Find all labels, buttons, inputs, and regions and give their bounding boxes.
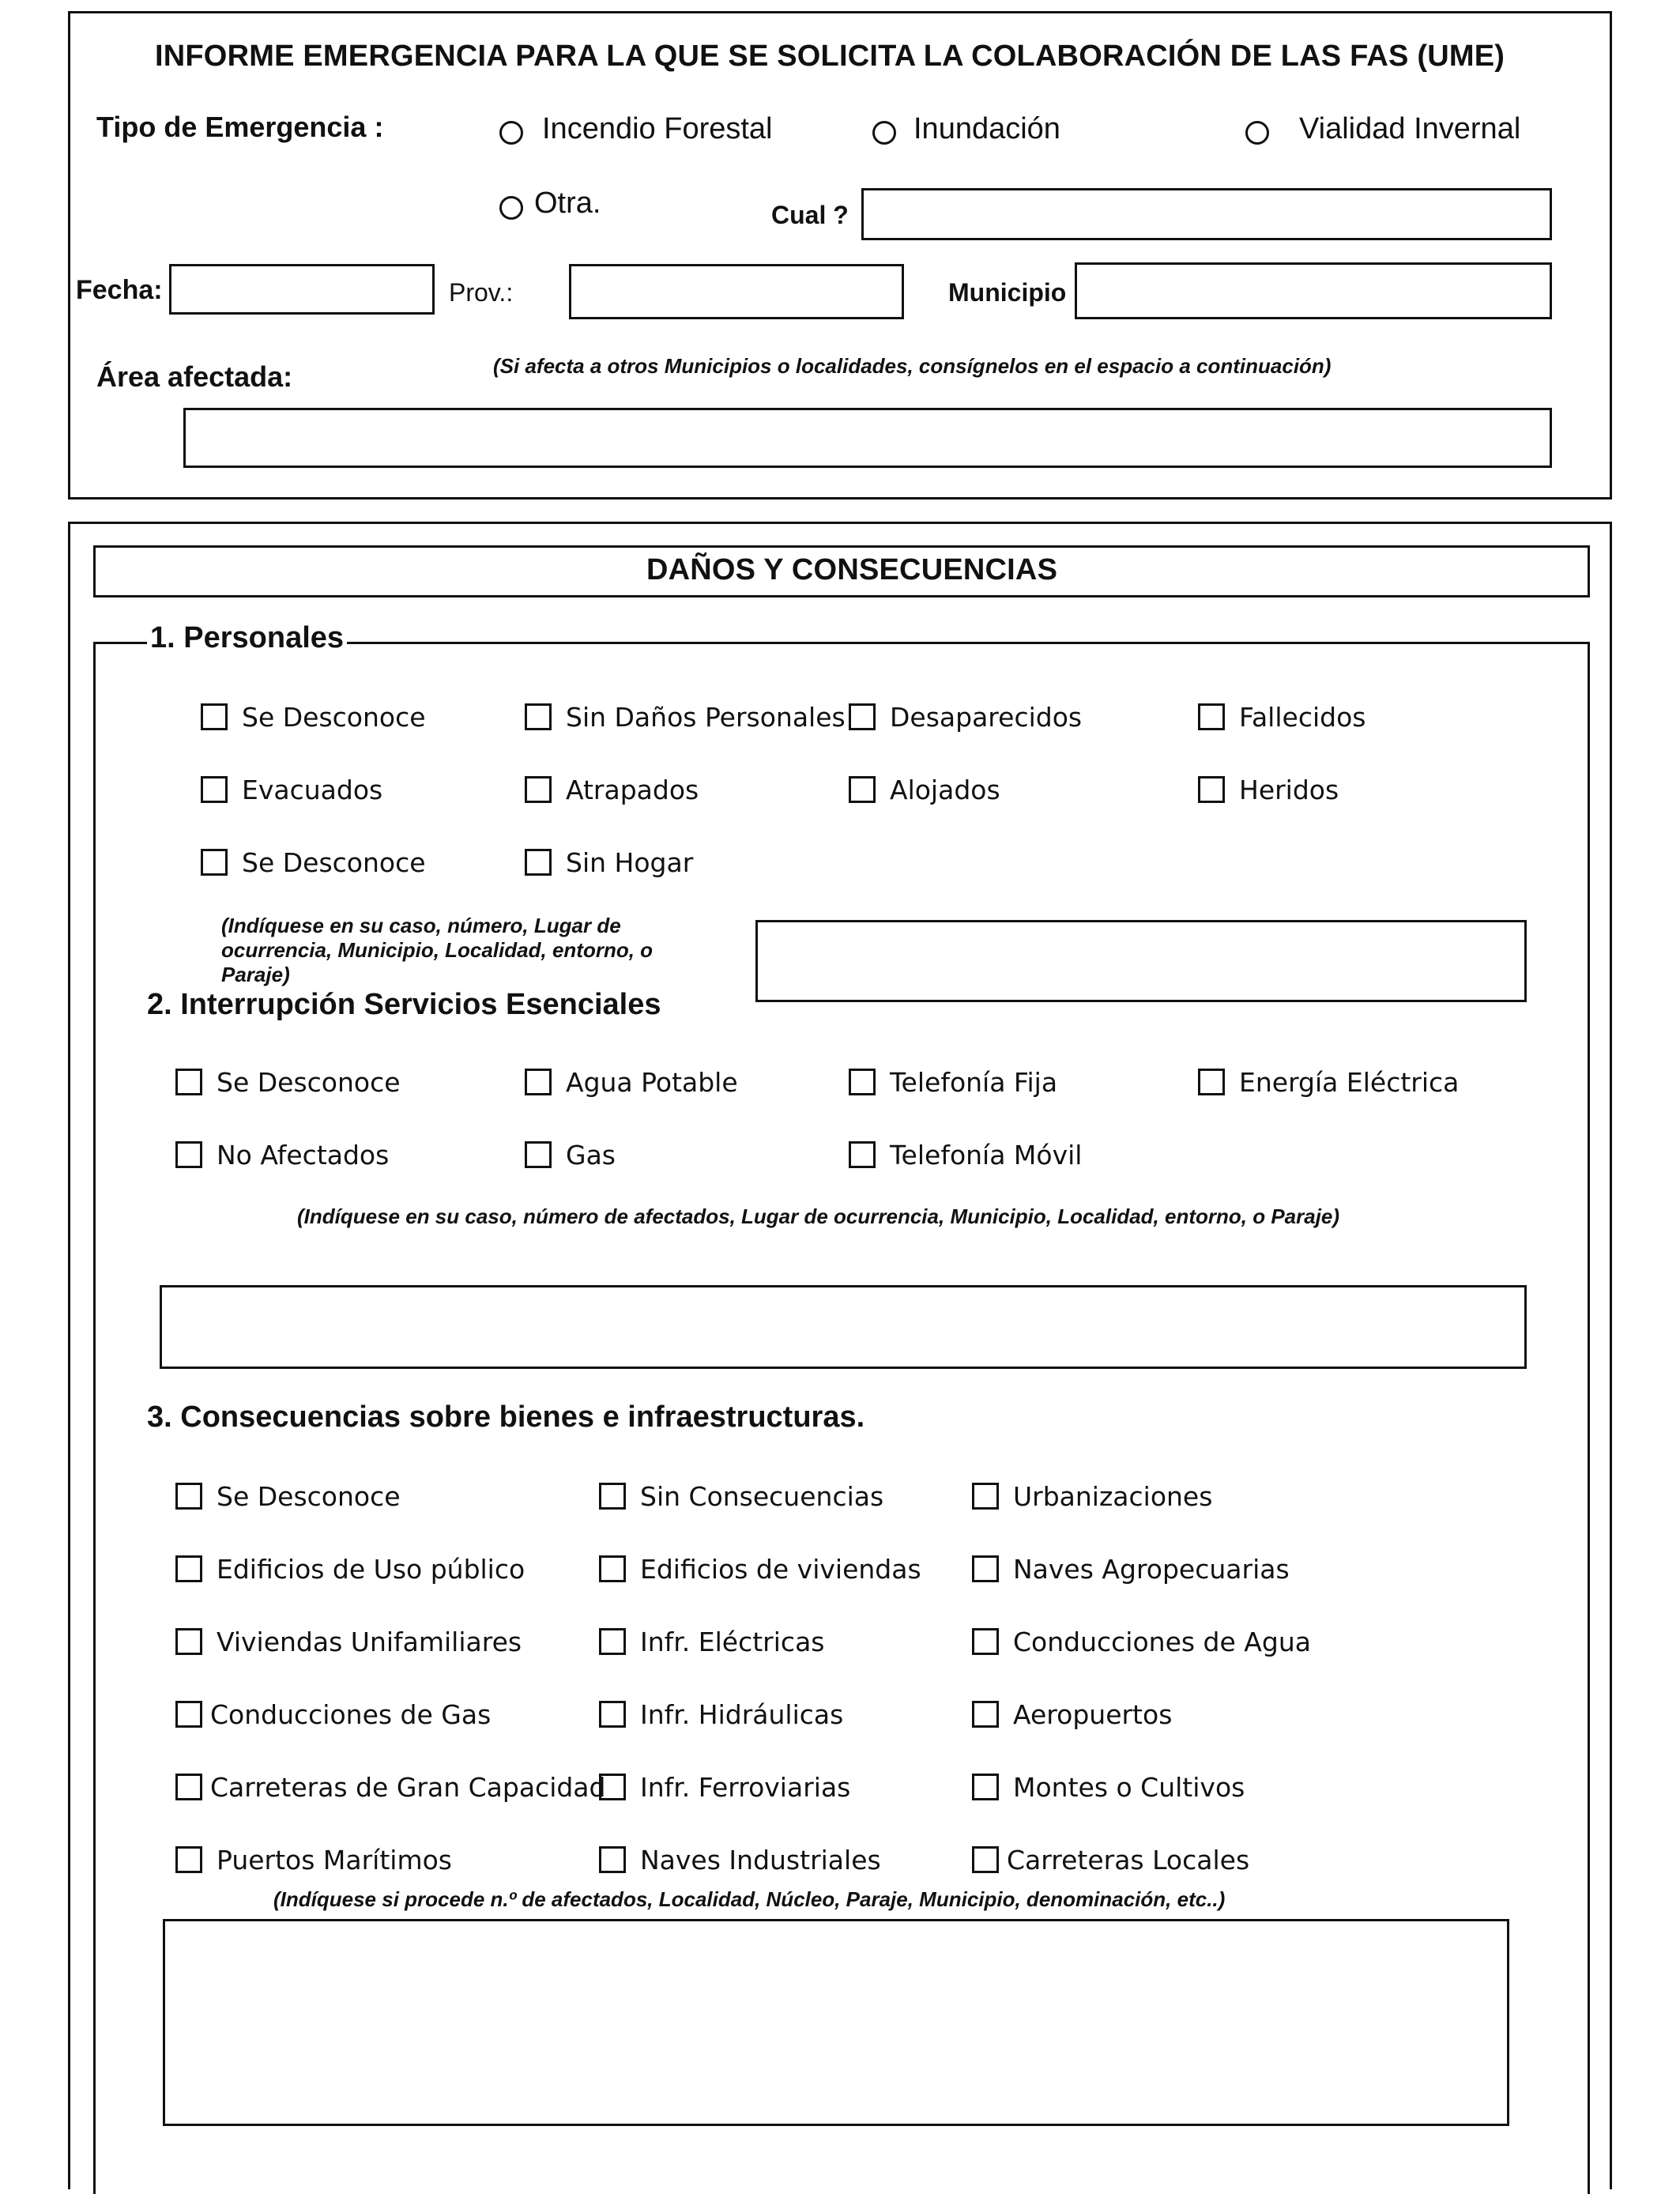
personales-item[interactable] bbox=[525, 697, 846, 737]
checkbox[interactable] bbox=[849, 703, 876, 730]
servicios-item[interactable] bbox=[849, 1062, 1057, 1102]
item-label: Fallecidos bbox=[1239, 701, 1366, 733]
servicios-heading: 2. Interrupción Servicios Esenciales bbox=[147, 988, 661, 1021]
prov-input[interactable] bbox=[569, 264, 904, 319]
item-label: Se Desconoce bbox=[242, 846, 426, 878]
bienes-hint: (Indíquese si procede n.º de afectados, Localidad, Núcleo, Paraje, Municipio, denominación, etc..) bbox=[273, 1887, 1226, 1911]
item-label: Se Desconoce bbox=[217, 1480, 401, 1512]
personales-item[interactable] bbox=[1198, 697, 1365, 737]
bienes-item[interactable] bbox=[175, 1622, 522, 1661]
area-afectada-input[interactable] bbox=[183, 408, 1552, 468]
personales-item[interactable] bbox=[1198, 770, 1339, 809]
servicios-detail-input[interactable] bbox=[160, 1285, 1527, 1369]
fecha-input[interactable] bbox=[169, 264, 435, 315]
item-label: Gas bbox=[566, 1139, 616, 1171]
bienes-item[interactable] bbox=[599, 1767, 850, 1807]
checkbox[interactable] bbox=[972, 1701, 999, 1728]
item-label: No Afectados bbox=[217, 1139, 390, 1171]
personales-item[interactable] bbox=[525, 843, 693, 882]
checkbox[interactable] bbox=[175, 1628, 202, 1655]
checkbox[interactable] bbox=[849, 776, 876, 803]
bienes-item[interactable] bbox=[599, 1840, 881, 1879]
item-label: Viviendas Unifamiliares bbox=[217, 1626, 522, 1657]
item-label: Infr. Eléctricas bbox=[640, 1626, 825, 1657]
checkbox[interactable] bbox=[175, 1483, 202, 1510]
checkbox[interactable] bbox=[599, 1701, 626, 1728]
item-label: Sin Daños Personales bbox=[566, 701, 846, 733]
cual-input[interactable] bbox=[861, 188, 1552, 240]
bienes-item[interactable] bbox=[972, 1840, 1249, 1879]
bienes-detail-input[interactable] bbox=[163, 1919, 1509, 2126]
item-label: Sin Hogar bbox=[566, 846, 694, 878]
item-label: Edificios de viviendas bbox=[640, 1553, 921, 1585]
option-inundacion-label: Inundación bbox=[913, 112, 1060, 145]
servicios-item[interactable] bbox=[849, 1135, 1082, 1174]
checkbox[interactable] bbox=[972, 1628, 999, 1655]
item-label: Carreteras de Gran Capacidad bbox=[210, 1771, 606, 1803]
checkbox[interactable] bbox=[972, 1483, 999, 1510]
item-label: Edificios de Uso público bbox=[217, 1553, 525, 1585]
radio-incendio-forestal[interactable] bbox=[499, 121, 523, 145]
municipio-input[interactable] bbox=[1075, 262, 1552, 319]
item-label: Carreteras Locales bbox=[1007, 1844, 1250, 1875]
item-label: Infr. Hidráulicas bbox=[640, 1698, 844, 1730]
checkbox[interactable] bbox=[599, 1628, 626, 1655]
option-otra-label: Otra. bbox=[534, 187, 601, 220]
checkbox[interactable] bbox=[525, 849, 552, 876]
fecha-label: Fecha: bbox=[76, 275, 163, 305]
item-label: Atrapados bbox=[566, 774, 699, 805]
checkbox[interactable] bbox=[599, 1483, 626, 1510]
item-label: Telefonía Fija bbox=[890, 1066, 1058, 1098]
checkbox[interactable] bbox=[599, 1774, 626, 1800]
item-label: Evacuados bbox=[242, 774, 383, 805]
personales-detail-input[interactable] bbox=[755, 920, 1527, 1002]
item-label: Heridos bbox=[1239, 774, 1339, 805]
checkbox[interactable] bbox=[1198, 1069, 1225, 1095]
item-label: Desaparecidos bbox=[890, 701, 1083, 733]
cual-label: Cual ? bbox=[771, 201, 849, 229]
area-afectada-label: Área afectada: bbox=[96, 360, 293, 393]
checkbox[interactable] bbox=[972, 1774, 999, 1800]
checkbox[interactable] bbox=[175, 1069, 202, 1095]
personales-hint: (Indíquese en su caso, número, Lugar de ocurrencia, Municipio, Localidad, entorno, o Paraje) bbox=[221, 914, 654, 986]
form-title: INFORME EMERGENCIA PARA LA QUE SE SOLICITA LA COLABORACIÓN DE LAS FAS (UME) bbox=[155, 40, 1505, 73]
bienes-item[interactable] bbox=[972, 1476, 1212, 1516]
checkbox[interactable] bbox=[201, 849, 228, 876]
item-label: Energía Eléctrica bbox=[1239, 1066, 1460, 1098]
item-label: Sin Consecuencias bbox=[640, 1480, 884, 1512]
checkbox[interactable] bbox=[599, 1555, 626, 1582]
item-label: Se Desconoce bbox=[217, 1066, 401, 1098]
checkbox[interactable] bbox=[599, 1846, 626, 1873]
item-label: Telefonía Móvil bbox=[890, 1139, 1083, 1171]
servicios-hint: (Indíquese en su caso, número de afectados, Lugar de ocurrencia, Municipio, Localidad, entorno, o Paraje) bbox=[297, 1204, 1340, 1228]
checkbox[interactable] bbox=[175, 1701, 202, 1728]
bienes-item[interactable] bbox=[175, 1767, 605, 1807]
checkbox[interactable] bbox=[849, 1141, 876, 1168]
item-label: Aeropuertos bbox=[1013, 1698, 1173, 1730]
item-label: Urbanizaciones bbox=[1013, 1480, 1213, 1512]
bienes-item[interactable] bbox=[175, 1840, 452, 1879]
bienes-item[interactable] bbox=[175, 1695, 491, 1734]
checkbox[interactable] bbox=[175, 1555, 202, 1582]
item-label: Infr. Ferroviarias bbox=[640, 1771, 851, 1803]
item-label: Montes o Cultivos bbox=[1013, 1771, 1245, 1803]
checkbox[interactable] bbox=[201, 703, 228, 730]
checkbox[interactable] bbox=[201, 776, 228, 803]
personales-item[interactable] bbox=[849, 770, 1000, 809]
checkbox[interactable] bbox=[175, 1141, 202, 1168]
bienes-item[interactable] bbox=[599, 1695, 843, 1734]
bienes-item[interactable] bbox=[175, 1549, 525, 1589]
checkbox[interactable] bbox=[1198, 703, 1225, 730]
item-label: Se Desconoce bbox=[242, 701, 426, 733]
servicios-item[interactable] bbox=[525, 1135, 616, 1174]
bienes-item[interactable] bbox=[972, 1549, 1290, 1589]
bienes-item[interactable] bbox=[972, 1767, 1245, 1807]
personales-item[interactable] bbox=[201, 697, 426, 737]
checkbox[interactable] bbox=[525, 1069, 552, 1095]
personales-heading: 1. Personales bbox=[147, 621, 347, 655]
servicios-item[interactable] bbox=[175, 1062, 401, 1102]
prov-label: Prov.: bbox=[449, 278, 514, 307]
item-label: Naves Industriales bbox=[640, 1844, 881, 1875]
personales-item[interactable] bbox=[525, 770, 699, 809]
bienes-item[interactable] bbox=[175, 1476, 401, 1516]
personales-item[interactable] bbox=[201, 770, 382, 809]
area-afectada-hint: (Si afecta a otros Municipios o localidades, consígnelos en el espacio a continuación) bbox=[493, 354, 1332, 378]
servicios-item[interactable] bbox=[1198, 1062, 1459, 1102]
bienes-item[interactable] bbox=[599, 1476, 883, 1516]
municipio-label: Municipio bbox=[948, 278, 1067, 307]
checkbox[interactable] bbox=[849, 1069, 876, 1095]
checkbox[interactable] bbox=[1198, 776, 1225, 803]
servicios-item[interactable] bbox=[525, 1062, 738, 1102]
tipo-emergencia-label: Tipo de Emergencia : bbox=[96, 111, 384, 143]
item-label: Conducciones de Agua bbox=[1013, 1626, 1311, 1657]
checkbox[interactable] bbox=[525, 703, 552, 730]
bienes-item[interactable] bbox=[599, 1549, 921, 1589]
item-label: Agua Potable bbox=[566, 1066, 738, 1098]
checkbox[interactable] bbox=[525, 1141, 552, 1168]
radio-inundacion[interactable] bbox=[872, 121, 896, 145]
radio-vialidad-invernal[interactable] bbox=[1245, 121, 1269, 145]
bienes-item[interactable] bbox=[599, 1622, 824, 1661]
option-vialidad-invernal-label: Vialidad Invernal bbox=[1299, 112, 1521, 145]
item-label: Conducciones de Gas bbox=[210, 1698, 492, 1730]
checkbox[interactable] bbox=[175, 1774, 202, 1800]
checkbox[interactable] bbox=[175, 1846, 202, 1873]
checkbox[interactable] bbox=[525, 776, 552, 803]
bienes-item[interactable] bbox=[972, 1695, 1172, 1734]
checkbox[interactable] bbox=[972, 1555, 999, 1582]
servicios-item[interactable] bbox=[175, 1135, 389, 1174]
bienes-item[interactable] bbox=[972, 1622, 1311, 1661]
item-label: Naves Agropecuarias bbox=[1013, 1553, 1290, 1585]
personales-item[interactable] bbox=[201, 843, 426, 882]
item-label: Puertos Marítimos bbox=[217, 1844, 452, 1875]
item-label: Alojados bbox=[890, 774, 1000, 805]
option-incendio-forestal-label: Incendio Forestal bbox=[542, 112, 773, 145]
danos-title: DAÑOS Y CONSECUENCIAS bbox=[646, 553, 1058, 586]
checkbox[interactable] bbox=[972, 1846, 999, 1873]
radio-otra[interactable] bbox=[499, 196, 523, 220]
personales-item[interactable] bbox=[849, 697, 1082, 737]
bienes-heading: 3. Consecuencias sobre bienes e infraestructuras. bbox=[147, 1400, 865, 1434]
